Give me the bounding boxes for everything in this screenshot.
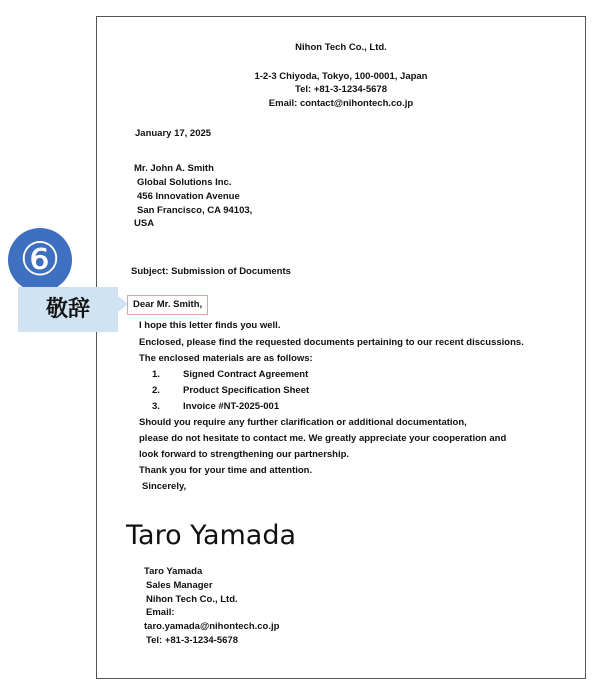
- recipient-company: Global Solutions Inc.: [137, 177, 232, 188]
- sender-email: taro.yamada@nihontech.co.jp: [144, 621, 280, 632]
- body-line-1: I hope this letter finds you well.: [139, 320, 281, 331]
- letterhead-email: Email: contact@nihontech.co.jp: [268, 98, 414, 109]
- list-item: Product Specification Sheet: [183, 385, 310, 396]
- list-item-number: 3.: [152, 401, 160, 412]
- recipient-city: San Francisco, CA 94103,: [137, 205, 253, 216]
- body-line-6: look forward to strengthening our partnership.: [139, 449, 350, 460]
- list-item-number: 1.: [152, 369, 160, 380]
- sender-company: Nihon Tech Co., Ltd.: [146, 594, 238, 605]
- salutation-highlight: Dear Mr. Smith,: [127, 295, 208, 315]
- letterhead-tel: Tel: +81-3-1234-5678: [295, 84, 387, 95]
- callout-label: 敬辞: [18, 287, 118, 332]
- handwritten-signature: Taro Yamada: [126, 520, 297, 551]
- letter-date: January 17, 2025: [135, 128, 212, 139]
- closing: Sincerely,: [142, 481, 187, 492]
- recipient-street: 456 Innovation Avenue: [137, 191, 240, 202]
- sender-email-label: Email:: [146, 607, 175, 618]
- recipient-country: USA: [134, 218, 155, 229]
- list-item-number: 2.: [152, 385, 160, 396]
- body-line-3: The enclosed materials are as follows:: [139, 353, 313, 364]
- recipient-name: Mr. John A. Smith: [134, 163, 214, 174]
- sender-title: Sales Manager: [146, 580, 213, 591]
- list-item: Invoice #NT-2025-001: [183, 401, 280, 412]
- body-line-7: Thank you for your time and attention.: [139, 465, 313, 476]
- body-line-2: Enclosed, please find the requested documents pertaining to our recent discussions.: [139, 337, 524, 348]
- step-number-badge: ⑥: [8, 228, 72, 292]
- list-item: Signed Contract Agreement: [183, 369, 309, 380]
- sender-tel: Tel: +81-3-1234-5678: [146, 635, 238, 646]
- body-line-4: Should you require any further clarification or additional documentation,: [139, 417, 467, 428]
- body-line-5: please do not hesitate to contact me. We greatly appreciate your cooperation and: [139, 433, 507, 444]
- letterhead-company: Nihon Tech Co., Ltd.: [295, 42, 387, 53]
- letterhead-address: 1-2-3 Chiyoda, Tokyo, 100-0001, Japan: [254, 71, 428, 82]
- subject-line: Subject: Submission of Documents: [131, 266, 291, 277]
- sender-name: Taro Yamada: [144, 566, 203, 577]
